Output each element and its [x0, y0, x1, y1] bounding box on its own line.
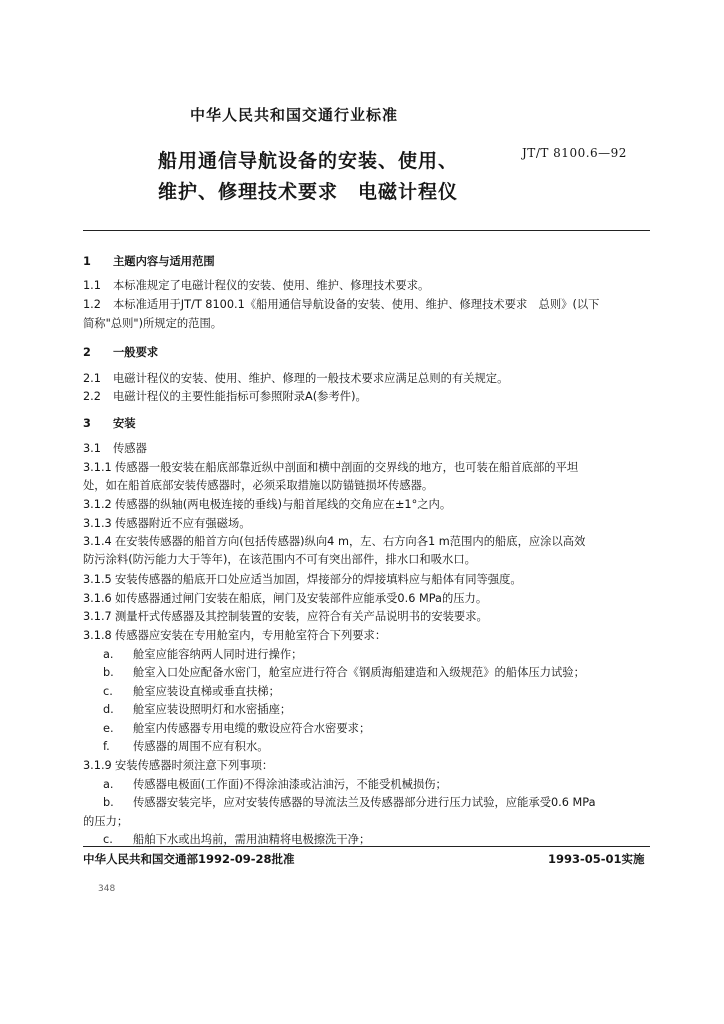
clause-3-1-4-cont: 防污涂料(防污能力大于等年)，在该范围内不可有突出部件，排水口和吸水口。: [83, 553, 476, 566]
list-item: [103, 648, 302, 662]
section-3-heading: [83, 417, 136, 431]
clause-1-2-cont: 简称"总则")所规定的范围。: [83, 317, 223, 330]
list-item: [103, 740, 269, 754]
list-item: [103, 833, 370, 847]
clause-number: 3.1.6: [83, 592, 112, 605]
list-marker: a.: [103, 648, 114, 661]
list-item: [103, 685, 280, 699]
clause-number: 3.1.1: [83, 461, 112, 474]
clause-text: 电磁计程仪的主要性能指标可参照附录A(参考件)。: [113, 390, 367, 403]
section-title: 一般要求: [113, 346, 159, 359]
clause-number: 1.2: [83, 298, 101, 311]
list-marker: e.: [103, 722, 114, 735]
list-item-cont: 的压力；: [83, 815, 129, 828]
clause-3-1-6: [83, 592, 487, 606]
list-marker: b.: [103, 666, 114, 679]
document-title-line-1: 船用通信导航设备的安装、使用、: [158, 150, 459, 172]
clause-1-1: [83, 279, 429, 293]
clause-number: 2.2: [83, 390, 101, 403]
list-marker: a.: [103, 778, 114, 791]
list-item: [103, 703, 291, 717]
clause-3-1-9: [83, 759, 273, 773]
clause-3-1-5: [83, 573, 522, 587]
clause-number: 3.1.7: [83, 610, 112, 623]
list-marker: b.: [103, 796, 114, 809]
clause-text: 传感器: [113, 442, 147, 455]
clause-text: 传感器附近不应有强磁场。: [115, 517, 251, 530]
footer-divider: [83, 846, 650, 847]
clause-number: 2.1: [83, 372, 101, 385]
clause-3-1-3: [83, 517, 251, 531]
section-title: 安装: [113, 417, 136, 430]
clause-text: 安装传感器的船底开口处应适当加固，焊接部分的焊接填料应与船体有同等强度。: [115, 573, 522, 586]
clause-2-1: [83, 372, 508, 386]
subsection-3-1: [83, 442, 147, 456]
clause-number: 1.1: [83, 279, 101, 292]
clause-number: 3.1.4: [83, 535, 112, 548]
clause-text: 在安装传感器的船首方向(包括传感器)纵向4 m，左、右方向各1 m范围内的船底，应涂以高效: [115, 535, 586, 548]
clause-2-2: [83, 390, 367, 404]
list-marker: d.: [103, 703, 114, 716]
list-item: [103, 778, 447, 792]
list-text: 传感器安装完毕，应对安装传感器的导流法兰及传感器部分进行压力试验，应能承受0.6 MPa: [133, 796, 596, 809]
clause-text: 传感器应安装在专用舱室内，专用舱室符合下列要求：: [115, 629, 387, 642]
section-number: 3: [83, 417, 91, 430]
list-text: 舱室应装设照明灯和水密插座；: [133, 703, 292, 716]
clause-3-1-7: [83, 610, 488, 624]
clause-text: 电磁计程仪的安装、使用、维护、修理的一般技术要求应满足总则的有关规定。: [113, 372, 509, 385]
clause-number: 3.1.9: [83, 759, 112, 772]
implementation-date: 1993-05-01实施: [548, 852, 645, 866]
clause-3-1-8: [83, 629, 386, 643]
clause-text: 本标准适用于JT/T 8100.1《船用通信导航设备的安装、使用、维护、修理技术要求 总则》(以下: [113, 298, 600, 311]
list-text: 舱室入口处应配备水密门，舱室应进行符合《钢质海船建造和入级规范》的船体压力试验；: [133, 666, 585, 679]
list-marker: c.: [103, 833, 113, 846]
clause-3-1-1: [83, 461, 578, 475]
section-title: 主题内容与适用范围: [113, 255, 215, 268]
clause-text: 传感器的纵轴(两电极连接的垂线)与船首尾线的交角应在±1°之内。: [115, 498, 452, 511]
list-text: 传感器的周围不应有积水。: [133, 740, 269, 753]
clause-1-2: [83, 298, 599, 312]
list-marker: c.: [103, 685, 113, 698]
clause-text: 测量杆式传感器及其控制装置的安装，应符合有关产品说明书的安装要求。: [115, 610, 488, 623]
list-item: [103, 722, 370, 736]
section-number: 1: [83, 255, 91, 268]
document-title-line-2: 维护、修理技术要求 电磁计程仪: [158, 181, 459, 203]
clause-number: 3.1.3: [83, 517, 112, 530]
list-item: [103, 796, 596, 810]
clause-text: 传感器一般安装在船底部靠近纵中剖面和横中剖面的交界线的地方，也可装在船首底部的平坦: [115, 461, 579, 474]
list-marker: f.: [103, 740, 110, 753]
clause-number: 3.1.8: [83, 629, 112, 642]
clause-3-1-2: [83, 498, 451, 512]
clause-3-1-4: [83, 535, 585, 549]
clause-number: 3.1: [83, 442, 101, 455]
section-number: 2: [83, 346, 91, 359]
section-2-heading: [83, 346, 158, 360]
clause-text: 安装传感器时须注意下列事项：: [115, 759, 274, 772]
list-text: 传感器电极面(工作面)不得涂油漆或沾油污，不能受机械损伤；: [133, 778, 447, 791]
clause-number: 3.1.5: [83, 573, 112, 586]
list-text: 舱室应装设直梯或垂直扶梯；: [133, 685, 280, 698]
standard-code: JT/T 8100.6—92: [522, 146, 627, 160]
section-1-heading: [83, 255, 215, 269]
standard-organization: 中华人民共和国交通行业标准: [190, 106, 399, 124]
list-text: 舱室内传感器专用电缆的敷设应符合水密要求；: [133, 722, 371, 735]
clause-number: 3.1.2: [83, 498, 112, 511]
page-number: 348: [98, 884, 116, 894]
clause-3-1-1-cont: 处，如在船首底部安装传感器时，必须采取措施以防锚链损坏传感器。: [83, 479, 434, 492]
clause-text: 如传感器通过闸门安装在船底，闸门及安装部件应能承受0.6 MPa的压力。: [115, 592, 488, 605]
approval-date: 中华人民共和国交通部1992-09-28批准: [83, 852, 295, 866]
list-text: 舱室应能容纳两人同时进行操作；: [133, 648, 303, 661]
list-text: 船舶下水或出坞前，需用油精将电极擦洗干净；: [133, 833, 371, 846]
clause-text: 本标准规定了电磁计程仪的安装、使用、维护、修理技术要求。: [113, 279, 430, 292]
list-item: [103, 666, 585, 680]
header-divider: [83, 230, 650, 231]
